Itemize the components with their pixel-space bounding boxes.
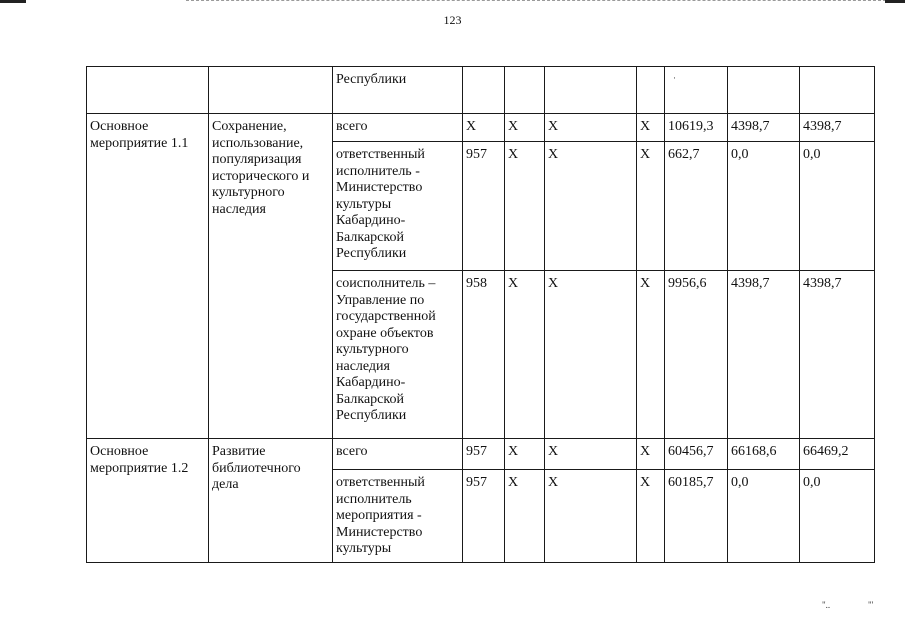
- cell-rzpr: X: [505, 114, 545, 142]
- table-row-continuation: [87, 67, 875, 114]
- cell-activity-description: Развитие библиотечного дела: [209, 439, 333, 563]
- cell-year-2: 4398,7: [728, 271, 800, 439]
- cell-rzpr: X: [505, 470, 545, 563]
- scan-speck: "..: [822, 600, 831, 610]
- budget-table: [86, 66, 875, 563]
- cell-year-1: 10619,3: [665, 114, 728, 142]
- cell-rzpr: X: [505, 439, 545, 470]
- cell-year-3: 4398,7: [800, 271, 875, 439]
- cell-grbs: X: [463, 114, 505, 142]
- cell-activity-name: Основное мероприятие 1.1: [87, 114, 209, 439]
- cell-year-1: 662,7: [665, 142, 728, 271]
- table-row: [87, 439, 875, 470]
- cell-grbs: 957: [463, 439, 505, 470]
- cell-vr: [637, 67, 665, 114]
- cell-executor: соисполнитель – Управление по государственной охране объектов культурного наследия Кабардино-Балкарской Республики: [333, 271, 463, 439]
- cell-activity-description: Сохранение, использование, популяризация исторического и культурного наследия: [209, 114, 333, 439]
- cell-csr: X: [545, 470, 637, 563]
- scan-corner-mark-left: [0, 0, 26, 3]
- cell-rzpr: X: [505, 271, 545, 439]
- scan-top-border: [186, 0, 886, 3]
- table-row: [87, 114, 875, 142]
- cell-vr: X: [637, 142, 665, 271]
- cell-executor: ответственный исполнитель - Министерство культуры Кабардино-Балкарской Республики: [333, 142, 463, 271]
- cell-year-2: 66168,6: [728, 439, 800, 470]
- cell-vr: X: [637, 470, 665, 563]
- cell-grbs: 957: [463, 470, 505, 563]
- scan-speck: ·: [673, 73, 676, 83]
- cell-grbs: 957: [463, 142, 505, 271]
- page-number: 123: [443, 13, 462, 27]
- cell-year-1: 60185,7: [665, 470, 728, 563]
- cell-csr: X: [545, 439, 637, 470]
- cell-year-3: 0,0: [800, 142, 875, 271]
- cell-executor: Республики: [333, 67, 463, 114]
- cell-year-1: 60456,7: [665, 439, 728, 470]
- cell-csr: X: [545, 142, 637, 271]
- cell-year-3: 4398,7: [800, 114, 875, 142]
- cell-year-2: 0,0: [728, 470, 800, 563]
- cell-csr: [545, 67, 637, 114]
- scan-speck: "': [868, 600, 874, 610]
- scan-corner-mark-right: [885, 0, 905, 3]
- cell-grbs: 958: [463, 271, 505, 439]
- cell-year-2: [728, 67, 800, 114]
- cell-activity: [87, 67, 209, 114]
- cell-grbs: [463, 67, 505, 114]
- cell-year-2: 4398,7: [728, 114, 800, 142]
- cell-year-3: 0,0: [800, 470, 875, 563]
- cell-year-3: [800, 67, 875, 114]
- cell-description: [209, 67, 333, 114]
- cell-executor: ответственный исполнитель мероприятия - Министерство культуры: [333, 470, 463, 563]
- cell-vr: X: [637, 439, 665, 470]
- cell-vr: X: [637, 114, 665, 142]
- cell-executor: всего: [333, 439, 463, 470]
- cell-rzpr: X: [505, 142, 545, 271]
- cell-csr: X: [545, 114, 637, 142]
- cell-vr: X: [637, 271, 665, 439]
- cell-year-3: 66469,2: [800, 439, 875, 470]
- cell-executor: всего: [333, 114, 463, 142]
- cell-activity-name: Основное мероприятие 1.2: [87, 439, 209, 563]
- cell-csr: X: [545, 271, 637, 439]
- cell-year-1: [665, 67, 728, 114]
- cell-rzpr: [505, 67, 545, 114]
- cell-year-2: 0,0: [728, 142, 800, 271]
- cell-year-1: 9956,6: [665, 271, 728, 439]
